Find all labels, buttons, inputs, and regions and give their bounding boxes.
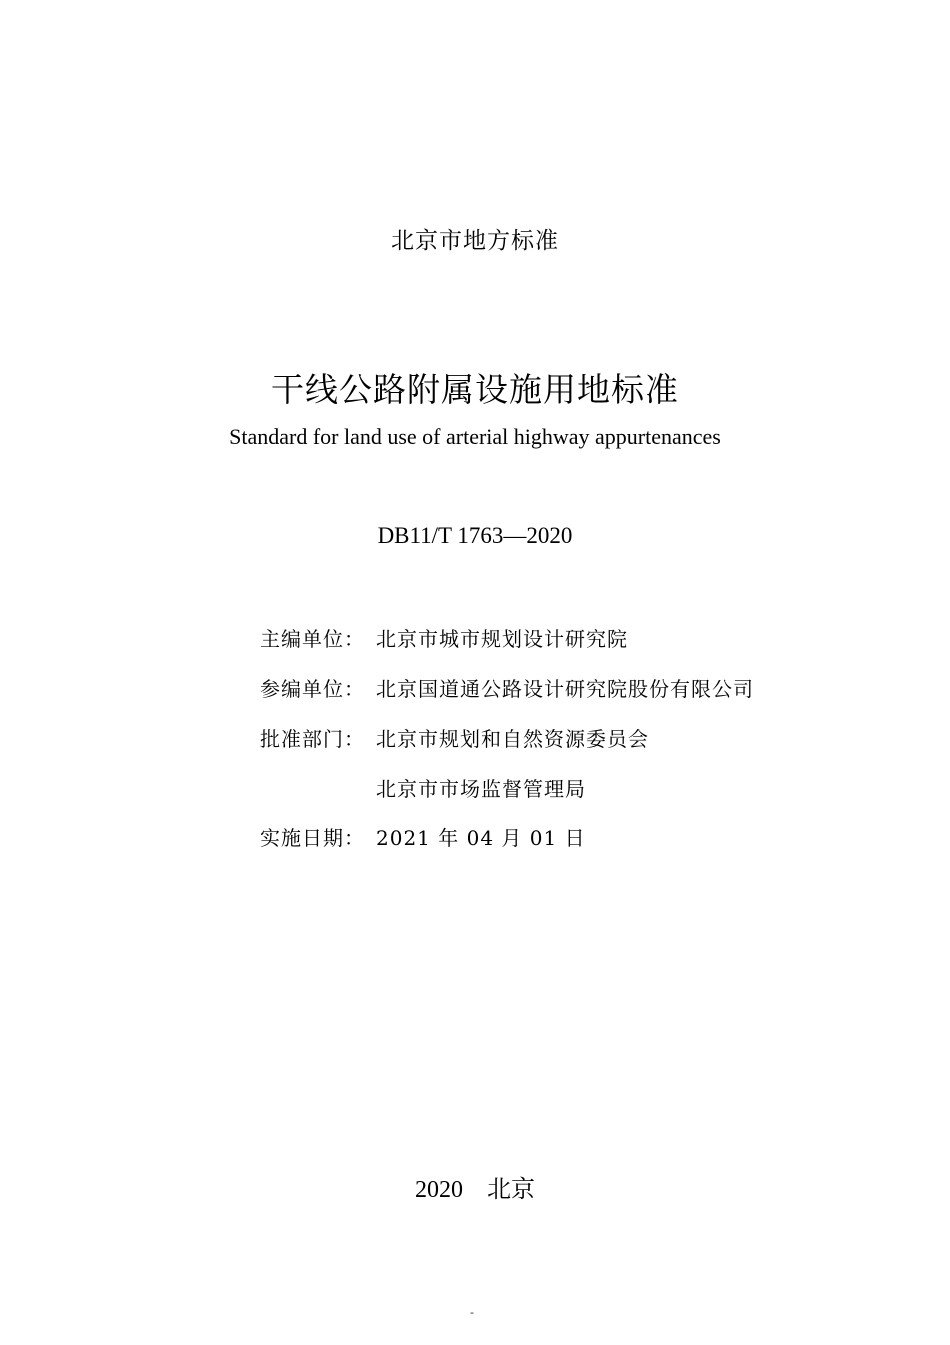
approval-department-row-2 — [260, 773, 586, 803]
standard-code: DB11/T 1763—2020 — [377, 523, 573, 548]
publication-year: 2020 — [415, 1177, 463, 1203]
participating-editor-label: 参编单位： — [260, 677, 365, 701]
standard-type-heading: 北京市地方标准 — [391, 228, 559, 254]
approval-department-value: 北京市规划和自然资源委员会 — [376, 727, 649, 751]
implementation-date-label: 实施日期： — [260, 826, 365, 850]
page-mark: - — [470, 1305, 474, 1319]
approval-department-row — [260, 723, 649, 753]
implementation-date-row — [260, 822, 586, 852]
publication-city: 北京 — [487, 1175, 535, 1203]
chief-editor-value: 北京市城市规划设计研究院 — [376, 627, 628, 651]
participating-editor-value: 北京国道通公路设计研究院股份有限公司 — [376, 677, 754, 701]
implementation-date-value: 2021 年 04 月 01 日 — [376, 826, 586, 850]
document-title-chinese: 干线公路附属设施用地标准 — [271, 370, 679, 409]
approval-department-label: 批准部门： — [260, 727, 365, 751]
chief-editor-row — [260, 623, 628, 653]
document-title-english: Standard for land use of arterial highway appurtenances — [229, 424, 721, 449]
publication-footer — [0, 1169, 950, 1204]
participating-editor-row — [260, 673, 754, 703]
chief-editor-label: 主编单位： — [260, 627, 365, 651]
approval-department-value-2: 北京市市场监督管理局 — [376, 777, 586, 801]
